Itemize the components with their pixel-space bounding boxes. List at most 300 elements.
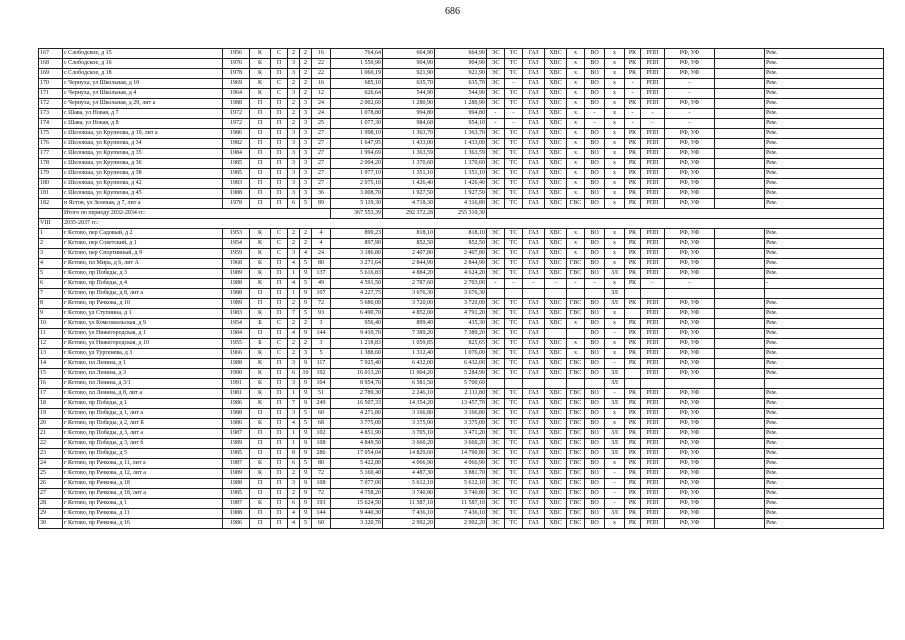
cell-gvs: ГВС (567, 429, 585, 439)
cell-rk: РК (625, 279, 641, 289)
cell-rf-uf: РФ, УФ (665, 339, 715, 349)
cell-area-residential: 5 700,60 (435, 379, 487, 389)
cell-gaz: - (523, 279, 545, 289)
cell-area-living: 664,90 (383, 49, 435, 59)
cell-rf-uf: РФ, УФ (665, 429, 715, 439)
cell-extra (715, 329, 765, 339)
cell-ts: ТС (505, 149, 523, 159)
cell-hvs: ХВС (545, 399, 567, 409)
cell-apartments: 12 (312, 89, 331, 99)
cell-gvs: ГВС (567, 509, 585, 519)
cell-wall: П (250, 489, 271, 499)
cell-num: 20 (39, 419, 63, 429)
cell-year: 1988 (223, 279, 250, 289)
cell-ts: ТС (505, 469, 523, 479)
cell-wall: К (250, 309, 271, 319)
cell-area-living: 984,60 (383, 119, 435, 129)
cell-hvs: ХВС (545, 459, 567, 469)
table-row (39, 69, 884, 79)
table-row (39, 379, 884, 389)
cell-address: с Чернуха, ул Школьная, д 29, лит а (63, 99, 223, 109)
cell-repair: Рем. (765, 489, 884, 499)
cell-rf-uf: - (665, 89, 715, 99)
cell-address: г Кстово, пр Победы, д 3, лит а (63, 429, 223, 439)
cell-wall: К (250, 49, 271, 59)
cell-extra (715, 169, 765, 179)
cell-gaz: ГАЗ (523, 509, 545, 519)
cell-floors: 3 (300, 159, 312, 169)
cell-wall: К (250, 399, 271, 409)
cell-num: 182 (39, 199, 63, 209)
cell-rf-uf: РФ, УФ (665, 59, 715, 69)
cell-rf-uf: РФ, УФ (665, 229, 715, 239)
cell-floors: 9 (300, 479, 312, 489)
cell-ts: ТС (505, 269, 523, 279)
cell-rpp: РПП (641, 469, 665, 479)
total-value-1: 367 553,39 (331, 209, 383, 219)
cell-address: с Шелокша, ул Крупнова, д 38 (63, 169, 223, 179)
table-row (39, 449, 884, 459)
cell-extra (715, 149, 765, 159)
cell-wall: П (250, 109, 271, 119)
cell-rf-uf: РФ, УФ (665, 459, 715, 469)
cell-zl: х (605, 109, 625, 119)
cell-rpp: РПП (641, 269, 665, 279)
cell-year: 1989 (223, 469, 250, 479)
cell-area-residential: 1 363,70 (435, 129, 487, 139)
cell-apartments: 68 (312, 419, 331, 429)
cell-apartments: 22 (312, 59, 331, 69)
cell-wall: П (250, 329, 271, 339)
cell-address: г Кстово, пер Садовый, д 2 (63, 229, 223, 239)
cell-area-total: 15 624,50 (331, 499, 383, 509)
cell-rf-uf: РФ, УФ (665, 479, 715, 489)
cell-apartments: 72 (312, 299, 331, 309)
cell-entrances: 2 (288, 489, 300, 499)
cell-ts: ТС (505, 199, 523, 209)
cell-gvs: х (567, 69, 585, 79)
cell-wall: П (250, 519, 271, 529)
cell-es (487, 379, 505, 389)
cell-floors: 5 (300, 279, 312, 289)
cell-zl: х (605, 309, 625, 319)
total-value-2: 292 372,28 (383, 209, 435, 219)
cell-gvs: х (567, 249, 585, 259)
cell-year: 1988 (223, 289, 250, 299)
cell-extra (715, 319, 765, 329)
cell-hvs: ХВС (545, 109, 567, 119)
cell-vo: ВО (585, 129, 605, 139)
section-a-rows (39, 49, 884, 209)
cell-extra (715, 409, 765, 419)
cell-zl: х (605, 409, 625, 419)
cell-year: 1988 (223, 189, 250, 199)
cell-ts: ТС (505, 139, 523, 149)
cell-area-residential: 3 881,70 (435, 469, 487, 479)
cell-hvs: ХВС (545, 199, 567, 209)
cell-area-living: 4 066,90 (383, 459, 435, 469)
cell-area-residential: 14 790,80 (435, 449, 487, 459)
cell-es: ЭС (487, 349, 505, 359)
cell-repair: Рем. (765, 399, 884, 409)
cell-area-living: 3 166,80 (383, 409, 435, 419)
cell-gaz: ГАЗ (523, 489, 545, 499)
cell-repair: Рем. (765, 499, 884, 509)
cell-area-total: 8 954,70 (331, 379, 383, 389)
cell-wall: К (250, 89, 271, 99)
cell-ts: ТС (505, 59, 523, 69)
cell-floors: 3 (300, 349, 312, 359)
cell-address: с Шелокша, ул Крупнова, д 10, лит а (63, 129, 223, 139)
cell-rf-uf: РФ, УФ (665, 129, 715, 139)
cell-apartments: 286 (312, 449, 331, 459)
cell-address: с Слободское, д 15 (63, 49, 223, 59)
cell-floors: 2 (300, 239, 312, 249)
cell-vo: ВО (585, 69, 605, 79)
cell-floors: 9 (300, 469, 312, 479)
cell-area-living: 1 312,40 (383, 349, 435, 359)
cell-repair: Рем. (765, 469, 884, 479)
cell-num: 172 (39, 99, 63, 109)
cell-wall: К (250, 379, 271, 389)
cell-apartments: 80 (312, 459, 331, 469)
cell-type: П (271, 289, 288, 299)
cell-es: ЭС (487, 369, 505, 379)
cell-zl: - (605, 469, 625, 479)
cell-repair: Рем. (765, 349, 884, 359)
cell-repair: Рем. (765, 129, 884, 139)
cell-area-living: 4 487,30 (383, 469, 435, 479)
cell-zl: х (605, 179, 625, 189)
cell-vo: ВО (585, 259, 605, 269)
cell-extra (715, 499, 765, 509)
table-row (39, 389, 884, 399)
cell-repair: Рем. (765, 259, 884, 269)
cell-area-residential: 825,65 (435, 339, 487, 349)
cell-apartments: 93 (312, 309, 331, 319)
cell-num: 6 (39, 279, 63, 289)
table-row (39, 319, 884, 329)
cell-gaz: ГАЗ (523, 109, 545, 119)
cell-rf-uf: РФ, УФ (665, 489, 715, 499)
cell-rk: РК (625, 249, 641, 259)
cell-ts: ТС (505, 229, 523, 239)
cell-floors: 9 (300, 269, 312, 279)
cell-type: П (271, 109, 288, 119)
cell-zl: х (605, 339, 625, 349)
cell-ts: - (505, 119, 523, 129)
cell-rf-uf: - (665, 109, 715, 119)
cell-rpp: РПП (641, 319, 665, 329)
cell-vo: - (585, 119, 605, 129)
cell-hvs: ХВС (545, 59, 567, 69)
cell-es: ЭС (487, 129, 505, 139)
cell-vo: ВО (585, 509, 605, 519)
cell-es: ЭС (487, 399, 505, 409)
cell-floors: 9 (300, 499, 312, 509)
cell-extra (715, 399, 765, 409)
cell-type: С (271, 89, 288, 99)
cell-num: 168 (39, 59, 63, 69)
cell-area-living: 1 433,00 (383, 139, 435, 149)
cell-type: П (271, 369, 288, 379)
cell-zl: ЗЛ (605, 269, 625, 279)
cell-wall: П (250, 169, 271, 179)
cell-floors: 9 (300, 509, 312, 519)
cell-rk (625, 289, 641, 299)
cell-apartments: 193 (312, 499, 331, 509)
cell-gaz: ГАЗ (523, 199, 545, 209)
cell-floors: 3 (300, 139, 312, 149)
cell-rpp: - (641, 119, 665, 129)
cell-ts: ТС (505, 319, 523, 329)
cell-es: ЭС (487, 329, 505, 339)
cell-rpp (641, 379, 665, 389)
cell-gaz: ГАЗ (523, 89, 545, 99)
cell-repair: Рем. (765, 519, 884, 529)
cell-es: ЭС (487, 469, 505, 479)
cell-type: П (271, 199, 288, 209)
page-number: 686 (445, 6, 460, 17)
cell-repair: Рем. (765, 159, 884, 169)
cell-num: 170 (39, 79, 63, 89)
cell-entrances: 2 (288, 119, 300, 129)
cell-hvs: ХВС (545, 269, 567, 279)
cell-area-total: 5 680,00 (331, 299, 383, 309)
cell-es: ЭС (487, 389, 505, 399)
cell-gvs: ГВС (567, 299, 585, 309)
cell-num: 181 (39, 189, 63, 199)
cell-gaz: ГАЗ (523, 419, 545, 429)
cell-wall: Б (250, 319, 271, 329)
cell-num: 9 (39, 309, 63, 319)
cell-es: ЭС (487, 299, 505, 309)
cell-ts: ТС (505, 499, 523, 509)
cell-type: П (271, 469, 288, 479)
cell-extra (715, 239, 765, 249)
cell-repair: Рем. (765, 179, 884, 189)
cell-type: С (271, 79, 288, 89)
cell-area-total: 1 077,30 (331, 119, 383, 129)
cell-hvs: ХВС (545, 389, 567, 399)
table-row (39, 349, 884, 359)
section-header-row (39, 219, 884, 229)
cell-year: 1988 (223, 409, 250, 419)
cell-num: 29 (39, 509, 63, 519)
cell-year: 1985 (223, 159, 250, 169)
cell-rpp: РПП (641, 409, 665, 419)
cell-hvs: - (545, 279, 567, 289)
cell-apartments: 27 (312, 159, 331, 169)
cell-vo: ВО (585, 479, 605, 489)
cell-wall: П (250, 159, 271, 169)
cell-extra (715, 459, 765, 469)
cell-area-residential: 2 703,00 (435, 279, 487, 289)
cell-apartments: 80 (312, 259, 331, 269)
cell-es: ЭС (487, 159, 505, 169)
cell-area-living: 4 718,30 (383, 199, 435, 209)
table-row (39, 259, 884, 269)
cell-wall: П (250, 429, 271, 439)
cell-gvs: х (567, 139, 585, 149)
cell-rf-uf: РФ, УФ (665, 179, 715, 189)
cell-ts: ТС (505, 389, 523, 399)
cell-address: с Шава, ул Новая, д 8 (63, 119, 223, 129)
cell-rf-uf: РФ, УФ (665, 309, 715, 319)
cell-area-living: 994,80 (383, 109, 435, 119)
cell-rpp: РПП (641, 349, 665, 359)
cell-ts: - (505, 79, 523, 89)
cell-num: 169 (39, 69, 63, 79)
cell-hvs: ХВС (545, 139, 567, 149)
cell-year: 1988 (223, 359, 250, 369)
cell-es: ЭС (487, 89, 505, 99)
cell-rk: РК (625, 69, 641, 79)
cell-area-living: 3 676,30 (383, 289, 435, 299)
cell-area-total: 4 271,80 (331, 409, 383, 419)
cell-rpp: РПП (641, 129, 665, 139)
cell-ts: ТС (505, 239, 523, 249)
cell-vo: ВО (585, 89, 605, 99)
cell-wall: П (250, 129, 271, 139)
cell-area-residential: 544,90 (435, 89, 487, 99)
cell-gvs: ГВС (567, 419, 585, 429)
cell-extra (715, 229, 765, 239)
cell-rf-uf: РФ, УФ (665, 419, 715, 429)
cell-apartments: 108 (312, 479, 331, 489)
cell-num: 174 (39, 119, 63, 129)
cell-gaz: ГАЗ (523, 169, 545, 179)
cell-wall: К (250, 349, 271, 359)
cell-rpp: РПП (641, 159, 665, 169)
cell-entrances: 3 (288, 59, 300, 69)
table-row (39, 89, 884, 99)
cell-hvs: ХВС (545, 339, 567, 349)
cell-floors: 2 (300, 79, 312, 89)
cell-gvs: ГВС (567, 499, 585, 509)
section-title: 2035-2037 гг.: (63, 219, 884, 229)
cell-num: 175 (39, 129, 63, 139)
cell-gaz: ГАЗ (523, 429, 545, 439)
cell-year: 1953 (223, 229, 250, 239)
cell-es: ЭС (487, 449, 505, 459)
cell-area-residential: 11 587,10 (435, 499, 487, 509)
cell-rf-uf: РФ, УФ (665, 299, 715, 309)
cell-entrances: 4 (288, 509, 300, 519)
cell-type: П (271, 509, 288, 519)
cell-rk: - (625, 79, 641, 89)
cell-gvs: ГВС (567, 399, 585, 409)
cell-extra (715, 89, 765, 99)
cell-area-living: 11 904,20 (383, 369, 435, 379)
cell-entrances: 2 (288, 299, 300, 309)
cell-apartments: 137 (312, 269, 331, 279)
cell-zl: х (605, 229, 625, 239)
cell-extra (715, 109, 765, 119)
cell-repair: Рем. (765, 99, 884, 109)
cell-es: ЭС (487, 429, 505, 439)
cell-area-total: 1 550,90 (331, 59, 383, 69)
cell-ts: ТС (505, 399, 523, 409)
cell-area-living: 2 246,10 (383, 389, 435, 399)
cell-address: с Шелокша, ул Крупнова, д 34 (63, 139, 223, 149)
cell-area-living: 3 660,20 (383, 439, 435, 449)
cell-area-residential: 852,50 (435, 239, 487, 249)
cell-ts: ТС (505, 439, 523, 449)
cell-apartments: 60 (312, 409, 331, 419)
cell-num: 18 (39, 399, 63, 409)
cell-gaz: ГАЗ (523, 159, 545, 169)
cell-zl: х (605, 79, 625, 89)
cell-type: П (271, 359, 288, 369)
cell-wall: П (250, 439, 271, 449)
cell-zl: х (605, 119, 625, 129)
cell-rf-uf: РФ, УФ (665, 439, 715, 449)
cell-rpp: РПП (641, 299, 665, 309)
table-row (39, 489, 884, 499)
cell-vo: - (585, 279, 605, 289)
cell-hvs: ХВС (545, 69, 567, 79)
cell-gvs: х (567, 79, 585, 89)
table-row (39, 479, 884, 489)
cell-gvs: х (567, 109, 585, 119)
cell-area-residential: 2 992,20 (435, 519, 487, 529)
cell-gaz: ГАЗ (523, 299, 545, 309)
table-row (39, 329, 884, 339)
cell-zl: ЗЛ (605, 439, 625, 449)
cell-rk: РК (625, 459, 641, 469)
cell-rk: РК (625, 349, 641, 359)
cell-num: 11 (39, 329, 63, 339)
cell-rpp: РПП (641, 419, 665, 429)
cell-apartments: 27 (312, 139, 331, 149)
cell-vo: ВО (585, 329, 605, 339)
cell-rk: РК (625, 189, 641, 199)
cell-ts: ТС (505, 159, 523, 169)
cell-repair: Рем. (765, 359, 884, 369)
cell-vo: ВО (585, 299, 605, 309)
cell-vo (585, 289, 605, 299)
cell-type: П (271, 69, 288, 79)
cell-gaz (523, 289, 545, 299)
cell-es: ЭС (487, 309, 505, 319)
cell-zl: х (605, 169, 625, 179)
cell-area-total: 2 075,10 (331, 179, 383, 189)
cell-hvs: ХВС (545, 49, 567, 59)
cell-wall: К (250, 499, 271, 509)
cell-zl: х (605, 199, 625, 209)
cell-entrances: 6 (288, 369, 300, 379)
total-blank (39, 209, 63, 219)
cell-num: 24 (39, 459, 63, 469)
cell-year: 1969 (223, 79, 250, 89)
cell-floors: 3 (300, 109, 312, 119)
cell-rf-uf: РФ, УФ (665, 399, 715, 409)
cell-extra (715, 449, 765, 459)
cell-area-total: 3 008,70 (331, 189, 383, 199)
cell-gaz: ГАЗ (523, 229, 545, 239)
cell-gaz: ГАЗ (523, 49, 545, 59)
cell-gvs: ГВС (567, 519, 585, 529)
cell-vo: ВО (585, 309, 605, 319)
cell-year: 1990 (223, 369, 250, 379)
cell-vo: ВО (585, 139, 605, 149)
cell-gvs: ГВС (567, 389, 585, 399)
cell-extra (715, 339, 765, 349)
cell-rf-uf: РФ, УФ (665, 69, 715, 79)
cell-zl: х (605, 139, 625, 149)
cell-repair: Рем. (765, 49, 884, 59)
